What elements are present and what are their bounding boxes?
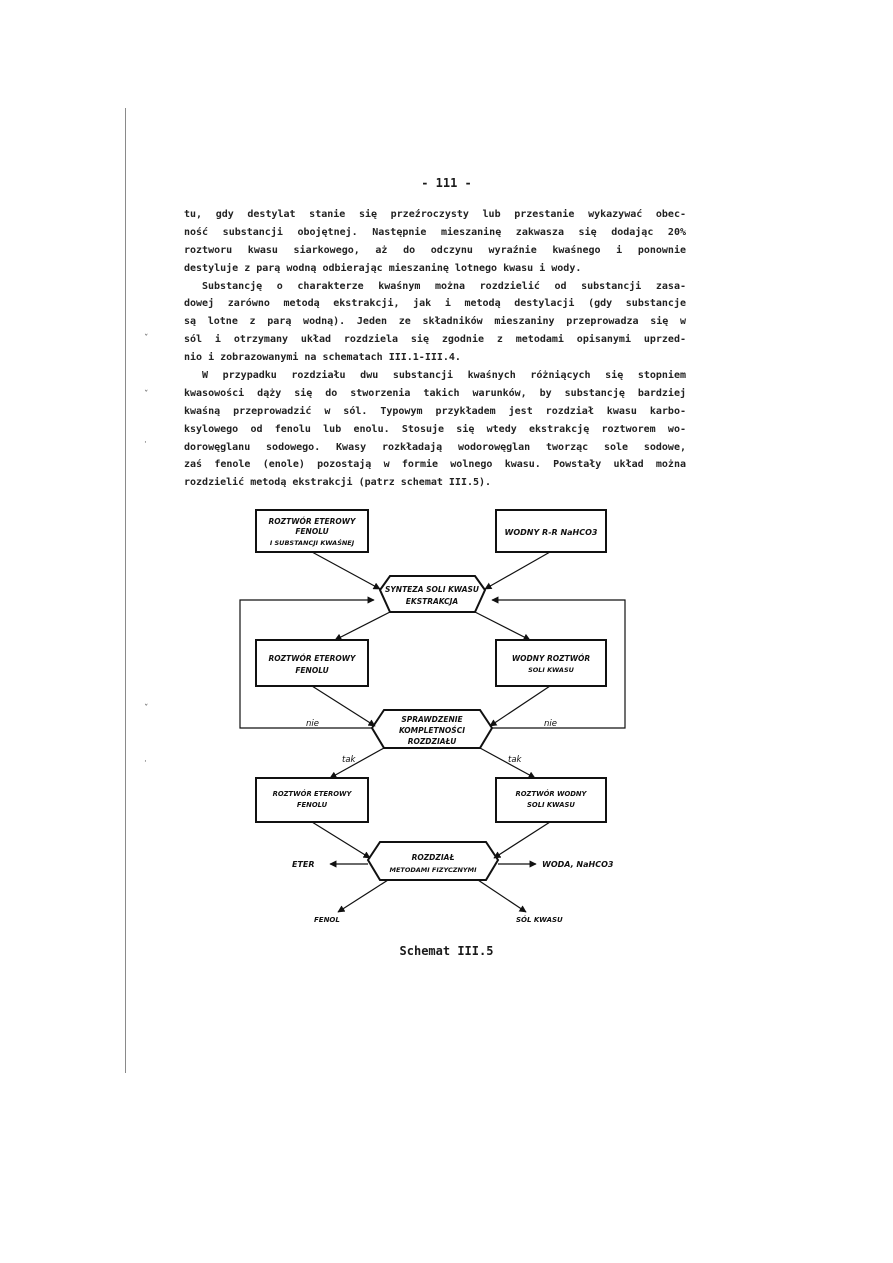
text-line: kwaśną przeprowadzić w sól. Typowym przykładem jest rozdział kwasu karbo- xyxy=(184,405,686,417)
box-left-mid-line: FENOLU xyxy=(295,666,329,675)
margin-rule xyxy=(125,108,126,1073)
text-line: ksylowego od fenolu lub enolu. Stosuje się wtedy ekstrakcję roztworem wo- xyxy=(184,423,686,435)
margin-mark: · xyxy=(144,438,147,448)
label-no-right: nie xyxy=(544,719,557,729)
text-line: tu, gdy destylat stanie się przeźroczysty lub przestanie wykazywać obec- xyxy=(184,209,686,220)
figure-caption: Schemat III.5 xyxy=(399,944,494,958)
text-line: destyluje z parą wodną odbierając mieszaninę lotnego kwasu i wody. xyxy=(184,262,582,274)
text-line: rozdzielić metodą ekstrakcji (patrz schemat III.5). xyxy=(184,477,492,489)
text-line: zaś fenole (enole) pozostają w formie wolnego kwasu. Powstały układ można xyxy=(184,459,686,471)
text-line: sól i otrzymany układ rozdziela się zgodnie z metodami opisanymi uprzed- xyxy=(184,334,686,346)
box-left-mid-line: ROZTWÓR ETEROWY xyxy=(268,654,356,663)
margin-mark: ˇ xyxy=(144,390,149,400)
text-line: kwasowości dąży się do stworzenia takich warunków, by substancję bardziej xyxy=(184,387,686,399)
label-yes-right: tak xyxy=(508,755,522,765)
text-line: nio i zobrazowanymi na schematach III.1-III.4. xyxy=(184,352,461,364)
flowchart-schema xyxy=(230,500,650,930)
box-right-mid-line: WODNY ROZTWÓR xyxy=(511,654,591,663)
hex-separation-line: METODAMI FIZYCZNYMI xyxy=(389,866,477,874)
box-left-input-line: I SUBSTANCJI KWAŚNEJ xyxy=(269,539,355,547)
text-line: roztworu kwasu siarkowego, aż do odczynu wyraźnie kwaśnego i ponownie xyxy=(184,244,686,256)
text-line: są lotne z parą wodną). Jeden ze składników mieszaniny przeprowadza się w xyxy=(184,316,686,328)
body-text xyxy=(184,206,686,492)
text-line: W przypadku rozdziału dwu substancji kwaśnych różniących się stopniem xyxy=(202,370,686,382)
label-no-left: nie xyxy=(306,719,319,729)
output-phenol: FENOL xyxy=(314,916,340,924)
text-line: Substancję o charakterze kwaśnym można rozdzielić od substancji zasa- xyxy=(202,280,686,292)
hex-check-line: SPRAWDZENIE xyxy=(401,715,463,724)
box-right-mid-line: SOLI KWASU xyxy=(528,666,574,674)
hex-synthesis-line: SYNTEZA SOLI KWASU xyxy=(384,585,480,594)
box-right-input: WODNY R-R NaHCO3 xyxy=(504,528,598,537)
margin-mark: ˇ xyxy=(144,334,149,344)
box-right-low-line: SOLI KWASU xyxy=(527,801,575,809)
text-line: dorowęglanu sodowego. Kwasy rozkładają wodorowęglan tworząc sole sodowe, xyxy=(184,441,686,453)
output-salt: SÓL KWASU xyxy=(516,916,563,924)
text-line: ność substancji obojętnej. Następnie mieszaninę zakwasza się dodając 20% xyxy=(184,226,686,238)
label-yes-left: tak xyxy=(342,755,356,765)
margin-mark: · xyxy=(144,757,147,767)
output-water: WODA, NaHCO3 xyxy=(542,860,614,869)
box-left-input-line: FENOLU xyxy=(295,527,329,536)
page-number: - 111 - xyxy=(421,176,472,190)
margin-mark: ˇ xyxy=(144,704,149,714)
hex-synthesis-line: EKSTRAKCJA xyxy=(405,597,459,606)
text-line: dowej zarówno metodą ekstrakcji, jak i metodą destylacji (gdy substancje xyxy=(184,298,686,310)
box-left-low-line: ROZTWÓR ETEROWY xyxy=(272,790,352,798)
hex-check-line: KOMPLETNOŚCI xyxy=(398,726,466,735)
box-left-input-line: ROZTWÓR ETEROWY xyxy=(268,517,356,526)
box-left-low-line: FENOLU xyxy=(296,801,328,809)
box-right-low-line: ROZTWÓR WODNY xyxy=(515,790,587,798)
hex-check-line: ROZDZIAŁU xyxy=(407,737,457,746)
output-ether: ETER xyxy=(292,860,315,869)
hex-separation-line: ROZDZIAŁ xyxy=(411,853,455,862)
